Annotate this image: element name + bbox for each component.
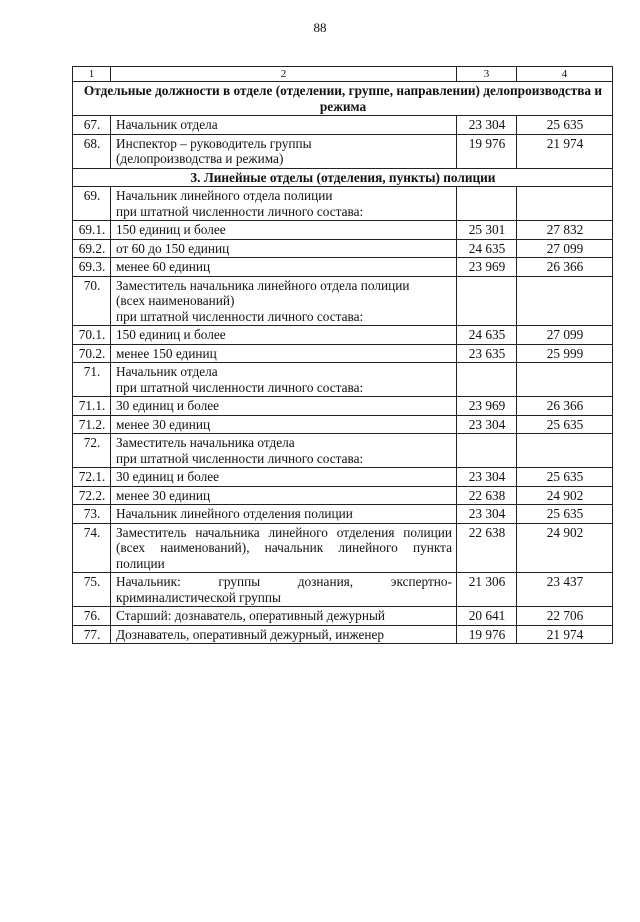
position-title-line: 30 единиц и более — [116, 469, 220, 484]
position-title — [111, 486, 457, 505]
position-title — [111, 397, 457, 416]
table-row — [73, 625, 613, 644]
table-row — [73, 573, 613, 607]
table-row — [73, 523, 613, 573]
position-title — [111, 221, 457, 240]
header-cell: 1 — [73, 67, 111, 82]
salary-column-3: 23 304 — [457, 468, 517, 487]
row-number: 76. — [73, 607, 111, 626]
salary-column-3: 22 638 — [457, 486, 517, 505]
position-title-line: Инспектор – руководитель группы — [116, 135, 312, 151]
row-number: 73. — [73, 505, 111, 524]
salary-table — [72, 66, 613, 644]
salary-column-4: 25 635 — [517, 505, 613, 524]
section-title: 3. Линейные отделы (отделения, пункты) полиции — [73, 168, 613, 187]
position-title — [111, 276, 457, 326]
salary-column-3: 22 638 — [457, 523, 517, 573]
salary-column-4: 25 635 — [517, 116, 613, 135]
salary-column-4: 22 706 — [517, 607, 613, 626]
salary-column-3 — [457, 187, 517, 221]
row-number: 67. — [73, 116, 111, 135]
salary-column-4: 27 832 — [517, 221, 613, 240]
position-title-line: менее 30 единиц — [116, 416, 211, 432]
table-row — [73, 415, 613, 434]
row-number: 71. — [73, 363, 111, 397]
salary-column-4: 23 437 — [517, 573, 613, 607]
position-title-line: Начальник отдела — [116, 117, 218, 132]
salary-column-4: 21 974 — [517, 134, 613, 168]
section-title: Отдельные должности в отделе (отделении, группе, направлении) делопроизводства и режима — [73, 82, 613, 116]
salary-column-4: 26 366 — [517, 397, 613, 416]
row-number: 72.1. — [73, 468, 111, 487]
position-title — [111, 326, 457, 345]
table-row — [73, 607, 613, 626]
salary-column-3: 24 635 — [457, 326, 517, 345]
salary-column-4 — [517, 363, 613, 397]
row-number: 71.2. — [73, 415, 111, 434]
table-row — [73, 363, 613, 397]
table-row — [73, 221, 613, 240]
row-number: 77. — [73, 625, 111, 644]
table-row — [73, 116, 613, 135]
position-title — [111, 344, 457, 363]
table-row — [73, 258, 613, 277]
position-title-line: от 60 до 150 единиц — [116, 240, 230, 256]
position-title-line: 30 единиц и более — [116, 398, 220, 413]
row-number: 69.2. — [73, 239, 111, 258]
table-row — [73, 468, 613, 487]
salary-column-4 — [517, 434, 613, 468]
salary-column-4: 26 366 — [517, 258, 613, 277]
table-row — [73, 239, 613, 258]
salary-column-4: 25 999 — [517, 344, 613, 363]
salary-column-3: 23 969 — [457, 258, 517, 277]
position-title — [111, 434, 457, 468]
salary-column-3: 23 304 — [457, 116, 517, 135]
position-title-line: Дознаватель, оперативный дежурный, инженер — [116, 626, 385, 642]
position-title — [111, 239, 457, 258]
salary-column-3: 23 304 — [457, 415, 517, 434]
position-title — [111, 468, 457, 487]
position-title-line: Начальник линейного отдела полиции — [116, 188, 333, 203]
table-row — [73, 134, 613, 168]
position-title-line: Старший: дознаватель, оперативный дежурный — [116, 608, 385, 623]
position-title-line: менее 60 единиц — [116, 259, 211, 274]
salary-column-4: 21 974 — [517, 625, 613, 644]
table-row — [73, 326, 613, 345]
page-number: 88 — [313, 20, 327, 35]
salary-column-3: 24 635 — [457, 239, 517, 258]
row-number: 69.1. — [73, 221, 111, 240]
header-cell: 4 — [517, 67, 613, 82]
position-title: Заместитель начальника линейного отделения полиции (всех наименований), начальник линейного пункта полиции — [111, 523, 457, 573]
salary-column-4: 25 635 — [517, 468, 613, 487]
salary-column-4: 25 635 — [517, 415, 613, 434]
position-title-line: Заместитель начальника линейного отдела полиции — [116, 277, 410, 293]
row-number: 72. — [73, 434, 111, 468]
position-title — [111, 415, 457, 434]
salary-column-4 — [517, 187, 613, 221]
salary-column-4: 27 099 — [517, 326, 613, 345]
salary-column-4: 24 902 — [517, 523, 613, 573]
salary-column-3: 19 976 — [457, 134, 517, 168]
position-title-line: 150 единиц и более — [116, 222, 226, 237]
position-title-line: менее 150 единиц — [116, 345, 217, 361]
header-cell: 2 — [111, 67, 457, 82]
salary-column-4 — [517, 276, 613, 326]
position-title — [111, 258, 457, 277]
position-title-line: при штатной численности личного состава: — [116, 203, 364, 219]
row-number: 69. — [73, 187, 111, 221]
salary-column-3 — [457, 363, 517, 397]
row-number: 71.1. — [73, 397, 111, 416]
row-number: 68. — [73, 134, 111, 168]
position-title-line: Начальник отдела — [116, 364, 218, 379]
salary-column-3: 20 641 — [457, 607, 517, 626]
position-title-line: Заместитель начальника отдела — [116, 435, 295, 450]
salary-column-4: 27 099 — [517, 239, 613, 258]
header-row — [73, 67, 613, 82]
salary-column-3: 23 969 — [457, 397, 517, 416]
position-title-line: 150 единиц и более — [116, 327, 226, 342]
section-row — [73, 82, 613, 116]
section-row — [73, 168, 613, 187]
salary-column-3: 23 635 — [457, 344, 517, 363]
position-title-line: при штатной численности личного состава: — [116, 450, 364, 466]
table-row — [73, 505, 613, 524]
salary-column-3 — [457, 434, 517, 468]
position-title-line: менее 30 единиц — [116, 487, 211, 503]
row-number: 70. — [73, 276, 111, 326]
row-number: 74. — [73, 523, 111, 573]
position-title — [111, 187, 457, 221]
row-number: 70.2. — [73, 344, 111, 363]
salary-column-3: 25 301 — [457, 221, 517, 240]
table-row — [73, 344, 613, 363]
salary-column-3 — [457, 276, 517, 326]
table-row — [73, 276, 613, 326]
position-title — [111, 116, 457, 135]
position-title — [111, 134, 457, 168]
salary-column-4: 24 902 — [517, 486, 613, 505]
position-title — [111, 505, 457, 524]
table-row — [73, 187, 613, 221]
header-cell: 3 — [457, 67, 517, 82]
position-title-line: при штатной численности личного состава: — [116, 308, 364, 324]
row-number: 70.1. — [73, 326, 111, 345]
position-title-line: (делопроизводства и режима) — [116, 151, 284, 166]
position-title-line: Начальник линейного отделения полиции — [116, 506, 353, 521]
row-number: 69.3. — [73, 258, 111, 277]
table-row — [73, 486, 613, 505]
salary-column-3: 23 304 — [457, 505, 517, 524]
salary-column-3: 21 306 — [457, 573, 517, 607]
salary-column-3: 19 976 — [457, 625, 517, 644]
table-row — [73, 434, 613, 468]
position-title — [111, 363, 457, 397]
position-title-line: (всех наименований) — [116, 293, 235, 308]
table-row — [73, 397, 613, 416]
position-title: Начальник: группы дознания, экспертно-криминалистической группы — [111, 573, 457, 607]
position-title — [111, 625, 457, 644]
row-number: 75. — [73, 573, 111, 607]
position-title-line: при штатной численности личного состава: — [116, 379, 364, 395]
row-number: 72.2. — [73, 486, 111, 505]
position-title — [111, 607, 457, 626]
